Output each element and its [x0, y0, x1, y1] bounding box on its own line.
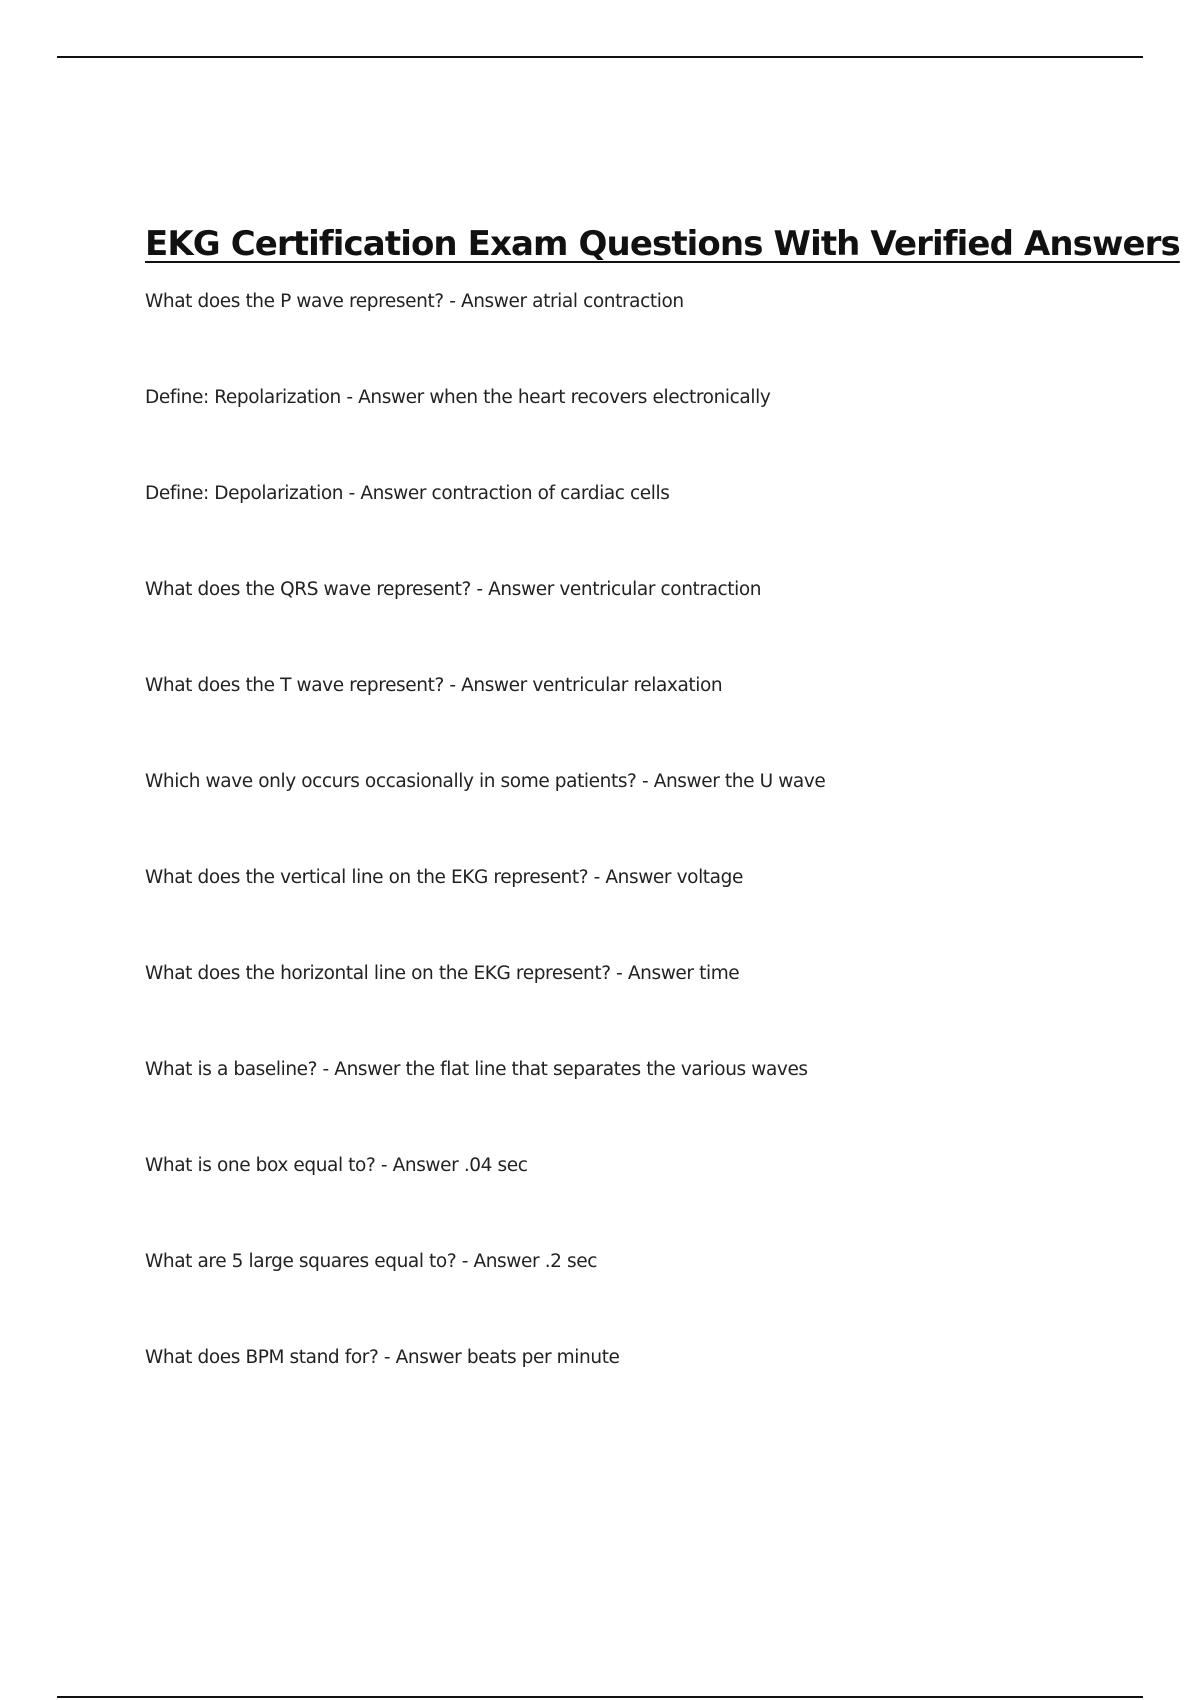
qa-item: What does the QRS wave represent? - Answer ventricular contraction	[145, 579, 762, 600]
qa-item: Define: Depolarization - Answer contraction of cardiac cells	[145, 483, 670, 504]
qa-item: Which wave only occurs occasionally in some patients? - Answer the U wave	[145, 771, 826, 792]
qa-item: What does the horizontal line on the EKG represent? - Answer time	[145, 963, 740, 984]
qa-item: What is a baseline? - Answer the flat line that separates the various waves	[145, 1059, 808, 1080]
qa-item: What are 5 large squares equal to? - Answer .2 sec	[145, 1251, 598, 1272]
qa-item: What does BPM stand for? - Answer beats per minute	[145, 1347, 620, 1368]
footer-rule	[57, 1696, 1143, 1698]
qa-item: What does the T wave represent? - Answer ventricular relaxation	[145, 675, 723, 696]
question-answer-list	[145, 290, 825, 1442]
qa-item: What is one box equal to? - Answer .04 sec	[145, 1155, 528, 1176]
header-rule	[57, 56, 1143, 58]
qa-item: What does the P wave represent? - Answer atrial contraction	[145, 291, 684, 312]
qa-item: What does the vertical line on the EKG represent? - Answer voltage	[145, 867, 743, 888]
document-title: EKG Certification Exam Questions With Verified Answers	[145, 224, 1180, 264]
qa-item: Define: Repolarization - Answer when the heart recovers electronically	[145, 387, 771, 408]
